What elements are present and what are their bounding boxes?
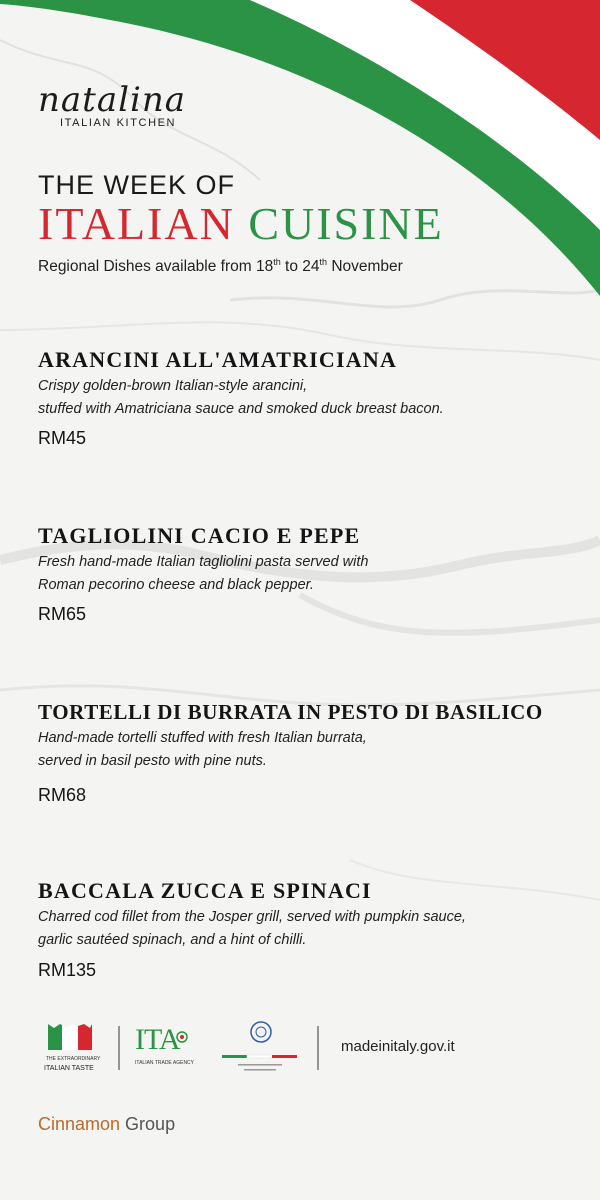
dish-description <box>38 906 578 952</box>
dish-description <box>38 375 578 421</box>
dish-description-line: served in basil pesto with pine nuts. <box>38 753 267 769</box>
website-link[interactable]: madeinitaly.gov.it <box>341 1038 455 1055</box>
dish-description-line: stuffed with Amatriciana sauce and smoked duck breast bacon. <box>38 401 444 417</box>
dish-name: ARANCINI ALL'AMATRICIANA <box>38 347 398 372</box>
brand-logo: natalina <box>38 80 187 120</box>
dish-description-line: Fresh hand-made Italian tagliolini pasta served with <box>38 554 369 570</box>
subtitle-text: to 24 <box>280 258 320 275</box>
subtitle-text: Regional Dishes available from 18 <box>38 258 274 275</box>
subtitle-ordinal: th <box>273 256 281 267</box>
heading-line2 <box>38 196 444 252</box>
dish-name: TORTELLI DI BURRATA IN PESTO DI BASILICO <box>38 700 543 724</box>
subtitle-ordinal: th <box>319 256 328 267</box>
dish-price: RM45 <box>38 428 87 448</box>
cinnamon-group-logo <box>38 1114 175 1135</box>
dish-description-line: Crispy golden-brown Italian-style arancini, <box>38 378 308 394</box>
taste-logo-line2: ITALIAN TASTE <box>44 1065 94 1072</box>
dish-description-line: Roman pecorino cheese and black pepper. <box>38 577 314 593</box>
ita-logo <box>135 1024 180 1056</box>
brand-tagline: ITALIAN KITCHEN <box>60 117 177 129</box>
dish-price: RM65 <box>38 604 87 624</box>
group-logo-word: Group <box>120 1114 176 1134</box>
heading-line1: THE WEEK OF <box>38 170 236 200</box>
heading-word-italian: ITALIAN <box>38 198 235 249</box>
dish-name: TAGLIOLINI CACIO E PEPE <box>38 523 361 548</box>
dish-description-line: Charred cod fillet from the Josper grill, served with pumpkin sauce, <box>38 909 466 925</box>
dish-price: RM135 <box>38 960 97 980</box>
ita-label: ITALIAN TRADE AGENCY <box>135 1060 194 1066</box>
dish-description <box>38 551 578 597</box>
dish-description-line: garlic sautéed spinach, and a hint of chilli. <box>38 932 307 948</box>
dish-description <box>38 727 578 773</box>
ita-logo-text: ITA <box>135 1023 180 1056</box>
extraordinary-taste-logo <box>48 1024 92 1050</box>
availability-subtitle <box>38 258 403 276</box>
dish-price: RM68 <box>38 785 87 805</box>
dish-name: BACCALA ZUCCA E SPINACI <box>38 878 372 903</box>
subtitle-text: November <box>327 258 403 275</box>
dish-description-line: Hand-made tortelli stuffed with fresh Italian burrata, <box>38 730 367 746</box>
taste-logo-line1: THE EXTRAORDINARY <box>46 1056 101 1062</box>
cinnamon-logo-word: Cinnamon <box>38 1114 121 1134</box>
heading-word-cuisine: CUISINE <box>248 198 444 249</box>
